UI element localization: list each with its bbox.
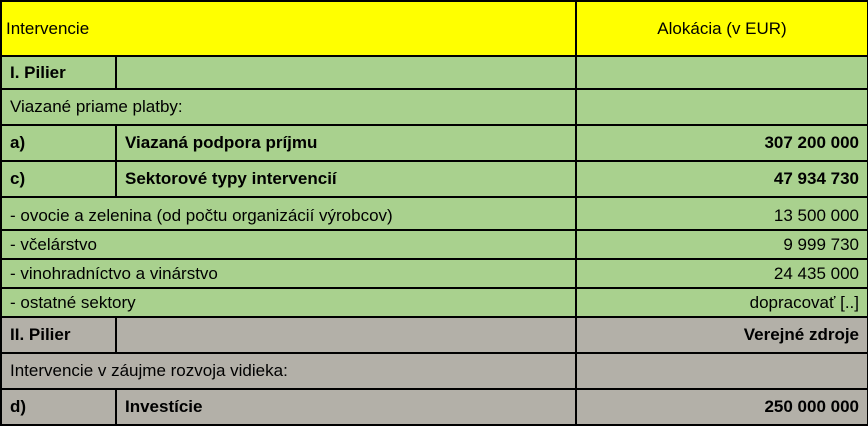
pillar2-amount-header: Verejné zdroje (576, 317, 868, 353)
pillar1-amount-cell (576, 56, 868, 89)
row-code: a) (1, 125, 116, 161)
row-code: c) (1, 161, 116, 197)
rural-development-label: Intervencie v záujme rozvoja vidieka: (1, 353, 576, 389)
sector-row (1, 197, 868, 230)
coupled-payments-label: Viazané priame platby: (1, 89, 576, 125)
sector-amount: 24 435 000 (576, 259, 868, 288)
pillar1-empty-cell (116, 56, 576, 89)
table-row (1, 125, 868, 161)
sector-row (1, 259, 868, 288)
row-amount: 250 000 000 (576, 389, 868, 425)
rural-development-row (1, 353, 868, 389)
row-amount: 307 200 000 (576, 125, 868, 161)
row-amount: 47 934 730 (576, 161, 868, 197)
pillar2-label: II. Pilier (1, 317, 116, 353)
sector-row (1, 230, 868, 259)
pillar2-row (1, 317, 868, 353)
table-header-row (1, 1, 868, 56)
rural-development-amount-cell (576, 353, 868, 389)
pillar2-empty-cell (116, 317, 576, 353)
sector-name: - vinohradníctvo a vinárstvo (1, 259, 576, 288)
header-intervention: Intervencie (1, 1, 576, 56)
sector-amount: 13 500 000 (576, 197, 868, 230)
row-name: Investície (116, 389, 576, 425)
coupled-payments-amount-cell (576, 89, 868, 125)
coupled-payments-row (1, 89, 868, 125)
pillar1-row (1, 56, 868, 89)
sector-row (1, 288, 868, 317)
sector-name: - včelárstvo (1, 230, 576, 259)
row-code: d) (1, 389, 116, 425)
pillar1-label: I. Pilier (1, 56, 116, 89)
table-row (1, 161, 868, 197)
table-row (1, 389, 868, 425)
row-name: Sektorové typy intervencií (116, 161, 576, 197)
header-allocation: Alokácia (v EUR) (576, 1, 868, 56)
sector-amount: 9 999 730 (576, 230, 868, 259)
row-name: Viazaná podpora príjmu (116, 125, 576, 161)
sector-name: - ovocie a zelenina (od počtu organizácií výrobcov) (1, 197, 576, 230)
sector-amount: dopracovať [..] (576, 288, 868, 317)
sector-name: - ostatné sektory (1, 288, 576, 317)
